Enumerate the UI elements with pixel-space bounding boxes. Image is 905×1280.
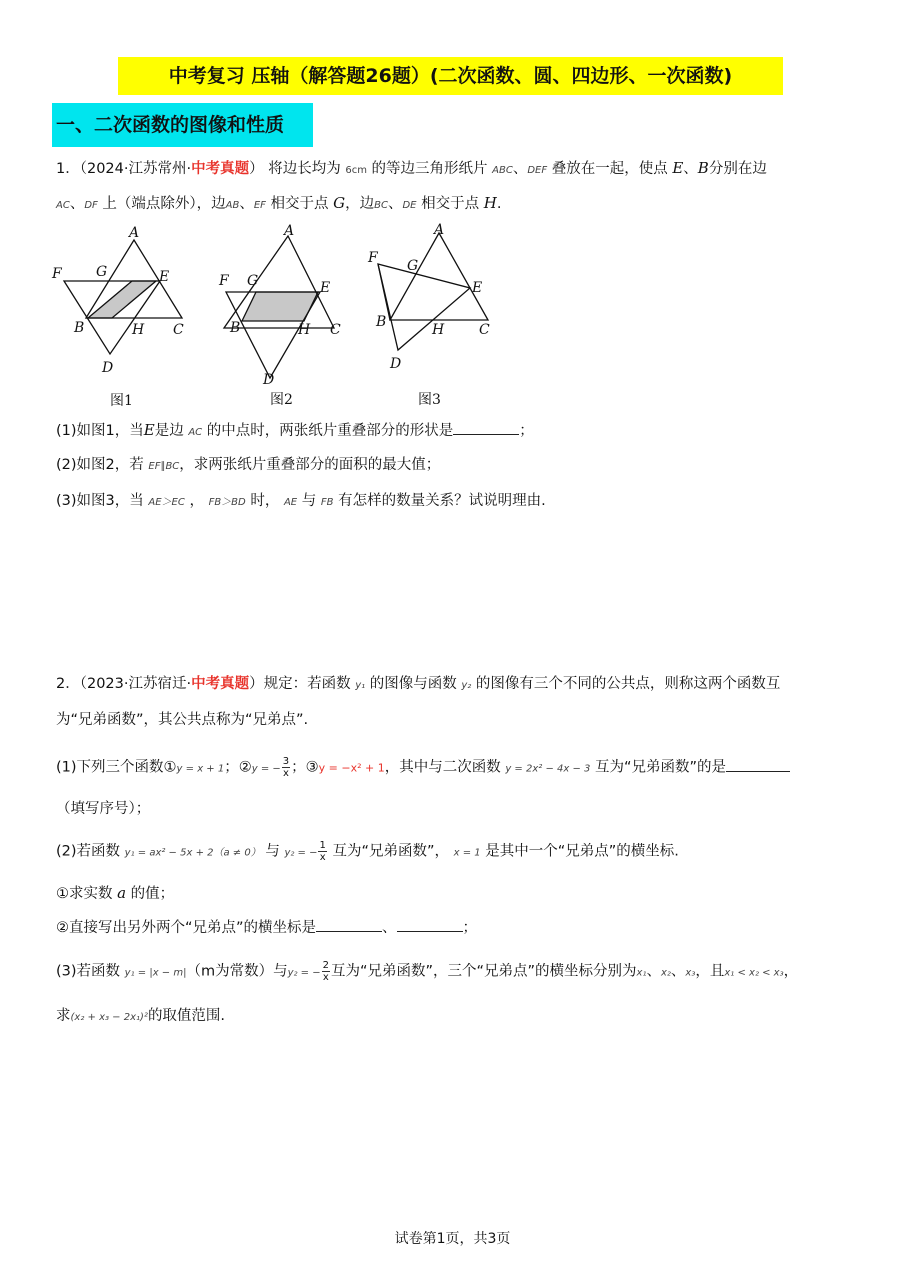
figure-1 (64, 240, 182, 354)
q2-part2-sub2: ②直接写出另外两个“兄弟点”的横坐标是 、 ； (56, 917, 477, 938)
svg-text:H: H (132, 322, 145, 338)
q2-p1-blank[interactable] (726, 757, 790, 772)
figure-2 (224, 236, 334, 378)
svg-text:C: C (479, 322, 490, 338)
svg-text:A: A (284, 223, 295, 239)
q2-part2-sub1: ①求实数 a 的值； (56, 884, 175, 902)
q2-part3: (3)若函数 y₁ = |x − m|（m为常数）与y₂ = − $\frac{2}{x}$ 互为“兄弟函数”，三个“兄弟点”的横坐标分别为x₁、x₂、x₃，且x₁ < x₂ < x₃， (56, 960, 799, 983)
q1-line1: 1．（2024·江苏常州·中考真题） 将边长均为 6cm 的等边三角形纸片 ABC、DEF 叠放在一起，使点 E、B分别在边 (56, 159, 767, 177)
q2-part1: (1)下列三个函数①y = x + 1；②y = − $\frac{3}{x}$ ；③y = −x² + 1，其中与二次函数 y = 2x² − 4x − 3 互为“兄弟函数”的是 (56, 756, 790, 780)
svg-text:A: A (129, 225, 140, 241)
page-title: 中考复习 压轴（解答题26题）(二次函数、圆、四边形、一次函数) (118, 57, 783, 95)
svg-text:A: A (434, 222, 445, 238)
svg-text:D: D (390, 356, 402, 372)
svg-text:B: B (74, 320, 85, 336)
svg-text:B: B (376, 314, 387, 330)
page-footer: 试卷第1页，共3页 (394, 1231, 511, 1247)
q2-line2: 为“兄弟函数”，其公共点称为“兄弟点”. (56, 712, 309, 728)
q1-part3: (3)如图3，当 AE＞EC ， FB＞BD 时， AE 与 FB 有怎样的数量关系？试说明理由. (56, 493, 546, 509)
svg-text:C: C (173, 322, 184, 338)
fig3-caption: 图3 (418, 392, 441, 408)
svg-text:E: E (320, 280, 331, 296)
q2-line1: 2．（2023·江苏宿迁·中考真题）规定：若函数 y₁ 的图像与函数 y₂ 的图像有三个不同的公共点，则称这两个函数互 (56, 676, 781, 692)
svg-text:C: C (330, 322, 341, 338)
svg-text:G: G (96, 264, 108, 280)
svg-text:F: F (52, 266, 62, 282)
q2-part3-line2: 求(x₂ + x₃ − 2x₁)²的取值范围. (56, 1008, 226, 1024)
svg-text:D: D (263, 372, 275, 388)
fig1-caption: 图1 (110, 393, 133, 409)
q1-part2: (2)如图2，若 EF∥BC，求两张纸片重叠部分的面积的最大值； (56, 457, 441, 473)
q1-line2: AC、DF 上（端点除外），边AB、EF 相交于点 G，边BC、DE 相交于点 H. (56, 194, 502, 212)
svg-text:F: F (368, 250, 378, 266)
q2-part2: (2)若函数 y₁ = ax² − 5x + 2（a ≠ 0） 与 y₂ = − $\frac{1}{x}$ 互为“兄弟函数”， x = 1 是其中一个“兄弟点”的横坐标. (56, 840, 679, 863)
svg-text:G: G (407, 258, 419, 274)
section-heading: 一、二次函数的图像和性质 (52, 103, 313, 147)
svg-text:B: B (230, 320, 241, 336)
svg-text:H: H (432, 322, 445, 338)
q2-sub2-blank-1[interactable] (316, 917, 382, 932)
svg-text:F: F (219, 273, 229, 289)
q1-part1: (1)如图1，当E是边 AC 的中点时，两张纸片重叠部分的形状是 ； (56, 421, 534, 439)
svg-text:E: E (159, 269, 170, 285)
fig2-caption: 图2 (270, 392, 293, 408)
q2-sub2-blank-2[interactable] (397, 917, 463, 932)
fig1-overlap (88, 281, 156, 318)
q1-figures (50, 222, 510, 412)
svg-text:H: H (298, 322, 311, 338)
svg-text:G: G (247, 273, 259, 289)
q1-p1-blank[interactable] (453, 420, 519, 435)
svg-text:D: D (102, 360, 114, 376)
q2-part1-note: （填写序号）； (56, 801, 151, 817)
svg-text:E: E (472, 280, 483, 296)
